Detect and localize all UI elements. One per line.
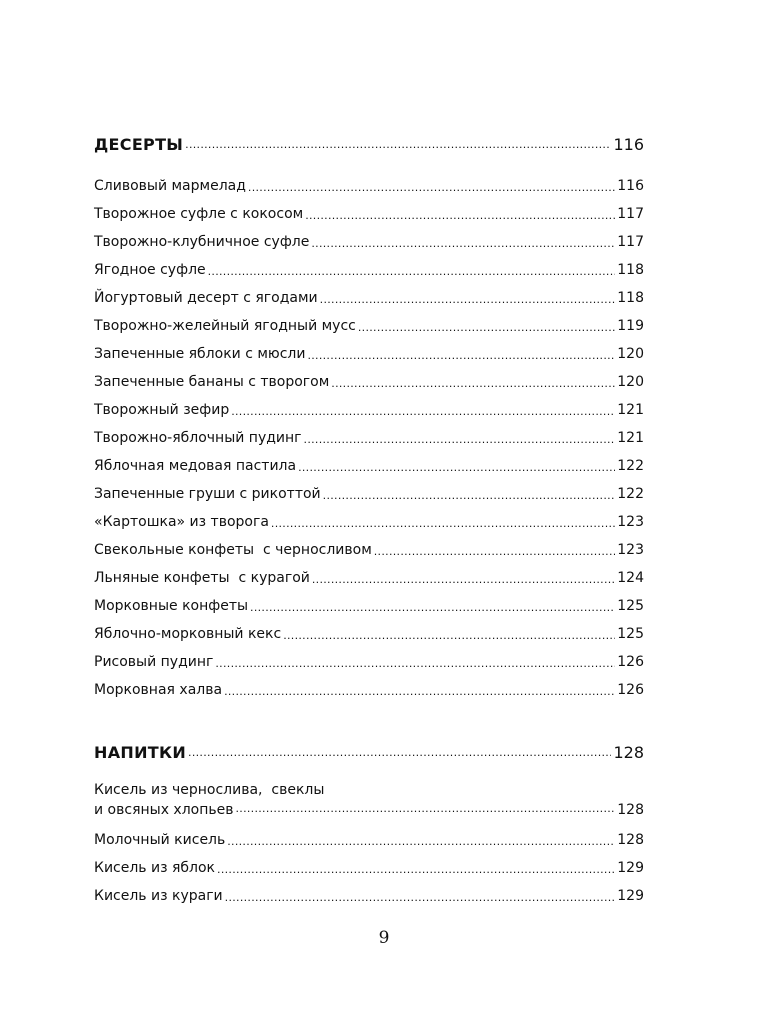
dot-leader: [231, 403, 615, 417]
entry-title: Йогуртовый десерт с ягодами: [94, 290, 318, 306]
dot-leader: [304, 431, 616, 445]
entry-title: Морковные конфеты: [94, 598, 249, 614]
dot-leader: [208, 263, 616, 277]
toc-entry: [94, 256, 644, 284]
toc-entry: [94, 620, 644, 648]
dot-leader: [250, 599, 615, 613]
entry-title: Молочный кисель: [94, 832, 226, 848]
dot-leader: [217, 861, 615, 875]
entry-page: 120: [617, 346, 644, 362]
dot-leader: [312, 571, 615, 585]
dot-leader: [331, 375, 615, 389]
dot-leader: [283, 627, 615, 641]
dot-leader: [320, 291, 616, 305]
entry-page: 121: [617, 430, 644, 446]
section-page: 128: [613, 743, 644, 762]
toc-entry: [94, 284, 644, 312]
dot-leader: [248, 179, 615, 193]
entry-page: 123: [617, 542, 644, 558]
toc-entry: [94, 340, 644, 368]
entry-title: и овсяных хлопьев: [94, 802, 234, 818]
entry-page: 125: [617, 598, 644, 614]
entry-page: 122: [617, 486, 644, 502]
dot-leader: [307, 347, 615, 361]
dot-leader: [224, 683, 615, 697]
entry-page: 122: [617, 458, 644, 474]
toc-section-desserts: [94, 134, 644, 704]
entry-title: Кисель из яблок: [94, 860, 216, 876]
entry-page: 125: [617, 626, 644, 642]
dot-leader: [358, 319, 615, 333]
entry-title: Яблочная медовая пастила: [94, 458, 297, 474]
entry-page: 120: [617, 374, 644, 390]
entry-title: Яблочно-морковный кекс: [94, 626, 282, 642]
dot-leader: [227, 833, 615, 847]
toc-entry: [94, 854, 644, 882]
entry-title: Рисовый пудинг: [94, 654, 214, 670]
toc-entry: [94, 648, 644, 676]
toc-section-drinks: [94, 742, 644, 910]
entry-title: Творожный зефир: [94, 402, 230, 418]
entry-title: Творожно-желейный ягодный мусс: [94, 318, 356, 334]
section-title: НАПИТКИ: [94, 743, 187, 762]
entry-page: 126: [617, 654, 644, 670]
section-title: ДЕСЕРТЫ: [94, 135, 184, 154]
dot-leader: [188, 742, 611, 758]
toc-entry: [94, 564, 644, 592]
entry-title: Морковная халва: [94, 682, 223, 698]
entry-page: 121: [617, 402, 644, 418]
dot-leader: [374, 543, 616, 557]
entry-page: 123: [617, 514, 644, 530]
toc-entry: [94, 592, 644, 620]
toc-entry: [94, 780, 644, 826]
entry-page: 129: [617, 860, 644, 876]
entry-page: 118: [617, 290, 644, 306]
toc-entry: [94, 452, 644, 480]
entry-page: 117: [617, 206, 644, 222]
section-heading: [94, 134, 644, 156]
entry-page: 116: [617, 178, 644, 194]
entry-title: Творожно-клубничное суфле: [94, 234, 310, 250]
dot-leader: [298, 459, 615, 473]
entry-page: 117: [617, 234, 644, 250]
entry-title: Льняные конфеты с курагой: [94, 570, 310, 586]
toc-entry: [94, 424, 644, 452]
entry-title: Запеченные груши с рикоттой: [94, 486, 321, 502]
dot-leader: [225, 889, 616, 903]
dot-leader: [185, 134, 611, 150]
toc-entry: [94, 172, 644, 200]
section-page: 116: [613, 135, 644, 154]
entry-title: Запеченные яблоки с мюсли: [94, 346, 306, 362]
entry-title: Ягодное суфле: [94, 262, 206, 278]
toc-entry: [94, 228, 644, 256]
entry-title: Запеченные бананы с творогом: [94, 374, 330, 390]
entry-title: Свекольные конфеты с черносливом: [94, 542, 372, 558]
entry-title: Сливовый мармелад: [94, 178, 246, 194]
entry-page: 119: [617, 318, 644, 334]
entry-page: 126: [617, 682, 644, 698]
toc-entry: [94, 396, 644, 424]
entry-page: 129: [617, 888, 644, 904]
dot-leader: [305, 207, 615, 221]
toc-entry: [94, 676, 644, 704]
entry-title: Кисель из кураги: [94, 888, 223, 904]
entry-page: 118: [617, 262, 644, 278]
entry-page: 124: [617, 570, 644, 586]
toc-entry: [94, 368, 644, 396]
toc-entry: [94, 882, 644, 910]
dot-leader: [311, 235, 615, 249]
entry-page: 128: [617, 832, 644, 848]
toc-entry: [94, 826, 644, 854]
toc-entry: [94, 200, 644, 228]
dot-leader: [271, 515, 615, 529]
entry-title: «Картошка» из творога: [94, 514, 269, 530]
entry-title-line1: Кисель из чернослива, свеклы: [94, 782, 325, 798]
section-heading: [94, 742, 644, 764]
toc-entry: [94, 508, 644, 536]
entry-title: Творожное суфле с кокосом: [94, 206, 304, 222]
toc-entry: [94, 480, 644, 508]
dot-leader: [236, 800, 616, 814]
page-number: 9: [378, 928, 390, 948]
toc-entry: [94, 536, 644, 564]
dot-leader: [323, 487, 616, 501]
table-of-contents: [94, 134, 644, 910]
toc-entry: [94, 312, 644, 340]
dot-leader: [215, 655, 615, 669]
entry-title: Творожно-яблочный пудинг: [94, 430, 302, 446]
entry-page: 128: [617, 802, 644, 818]
